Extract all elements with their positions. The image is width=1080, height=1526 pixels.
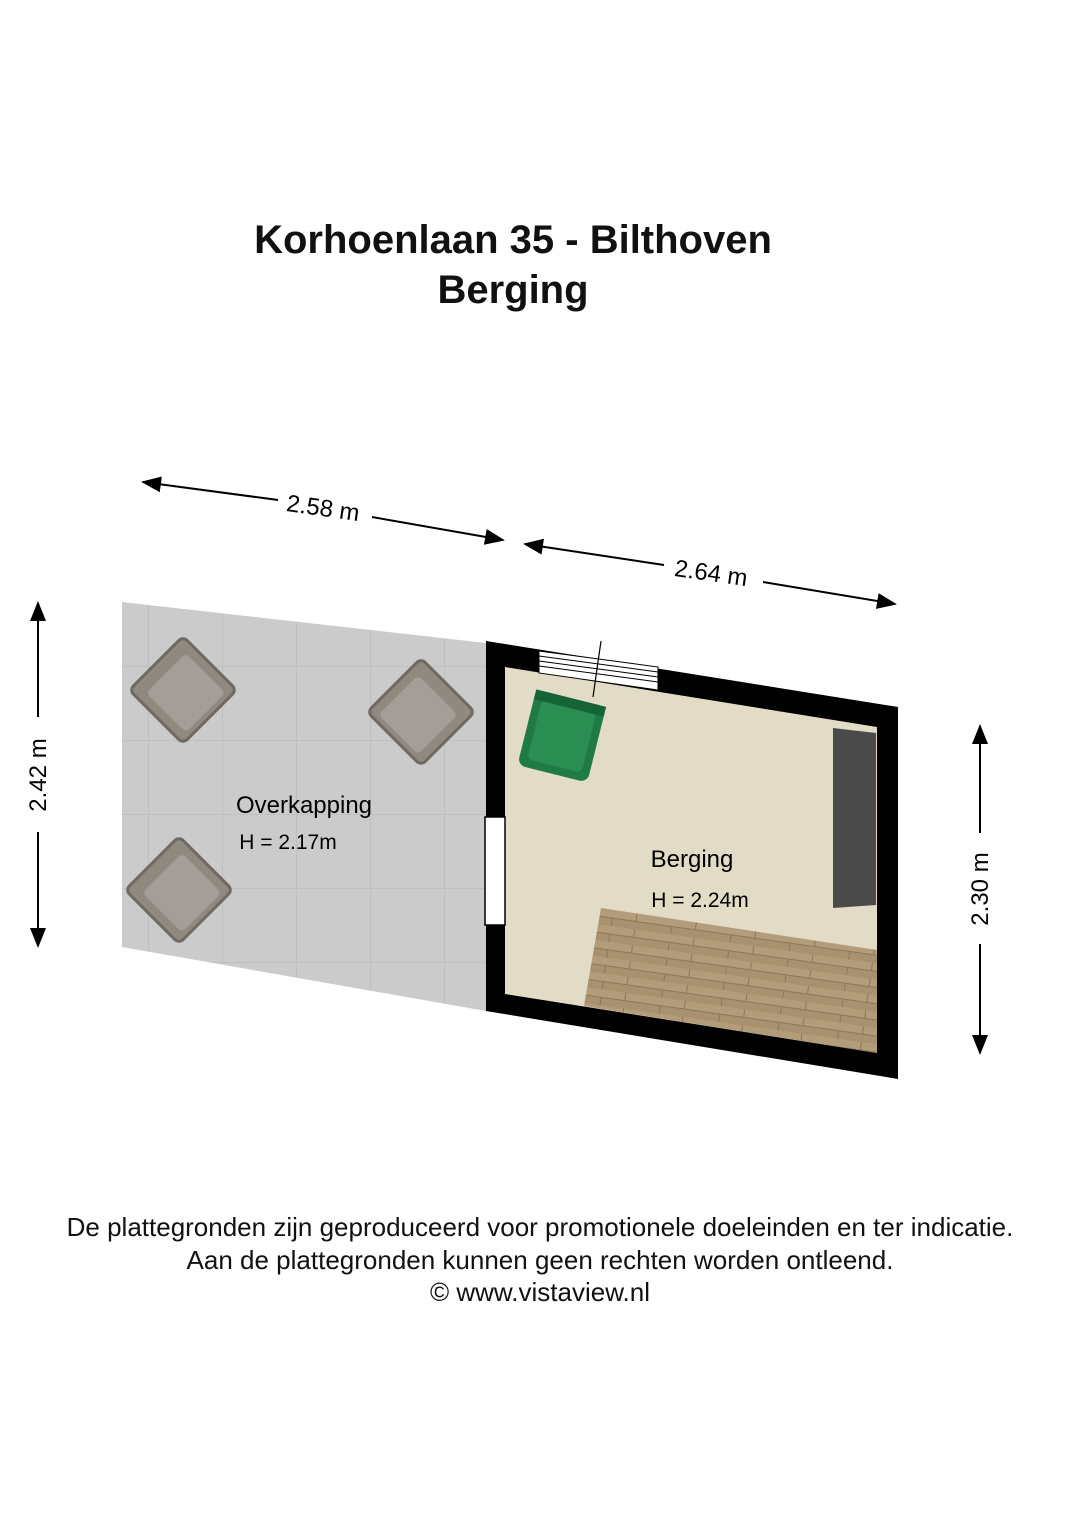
dimension-right <box>967 726 994 1053</box>
room-height-overkapping: H = 2.17m <box>239 831 337 854</box>
room-name-berging: Berging <box>650 846 734 873</box>
plan-subtitle: Berging <box>437 268 589 312</box>
dimension-left <box>25 603 52 946</box>
doorway <box>485 817 505 925</box>
disclaimer-line-1: De plattegronden zijn geproduceerd voor promotionele doeleinden en ter indicatie. <box>66 1212 1014 1242</box>
dimension-top-right <box>525 544 895 604</box>
dimension-label-right: 2.30 m <box>967 852 994 926</box>
copyright-link: © www.vistaview.nl <box>430 1277 650 1307</box>
room-name-overkapping: Overkapping <box>235 792 373 819</box>
dimension-label-top-left: 2.58 m <box>284 490 362 528</box>
dimension-label-top-right: 2.64 m <box>672 555 750 593</box>
storage-cabinet <box>833 728 876 908</box>
disclaimer-line-2: Aan de plattegronden kunnen geen rechten worden ontleend. <box>186 1245 894 1275</box>
dimension-label-left: 2.42 m <box>25 738 52 812</box>
plan-title: Korhoenlaan 35 - Bilthoven <box>254 218 772 262</box>
room-height-berging: H = 2.24m <box>651 889 749 912</box>
dimension-top-left <box>143 482 503 540</box>
